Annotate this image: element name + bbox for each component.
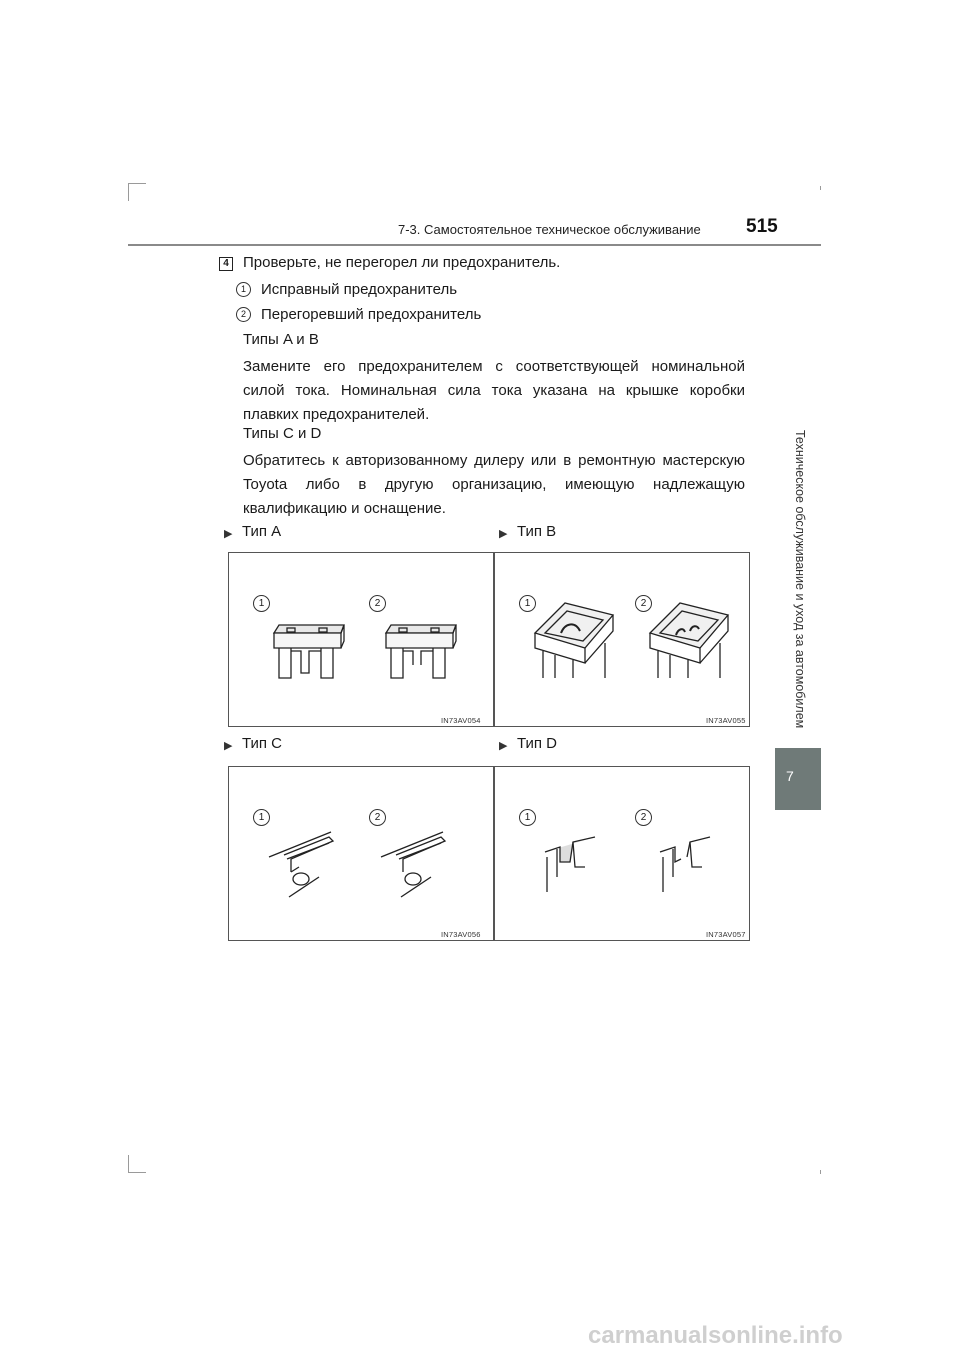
bullet-icon: ▶ (224, 528, 233, 540)
figure-marker-1: 1 (519, 809, 536, 826)
item-marker-2: 2 (236, 307, 251, 322)
item-marker-1: 1 (236, 282, 251, 297)
note-text-cd: Обратитесь к авторизованному дилеру или в ремонтную мастерскую Toyota либо в другую организацию, имеющую надлежащую квалификацию и оснащение. (243, 452, 745, 517)
bullet-icon: ▶ (499, 740, 508, 752)
step-number-box: 4 (219, 257, 233, 271)
figure-type-d (494, 766, 750, 941)
figure-marker-1: 1 (519, 595, 536, 612)
figure-marker-2: 2 (635, 595, 652, 612)
step-title: Проверьте, не перегорел ли предохранитель. (243, 254, 561, 271)
figure-marker-1: 1 (253, 809, 270, 826)
figure-caption-b: Тип B (517, 523, 557, 540)
fuse-a-illustration (229, 553, 495, 728)
figure-type-c (228, 766, 494, 941)
crop-mark-bottom-left-h (128, 1172, 146, 1173)
crop-mark-bottom-right (820, 1170, 821, 1174)
figure-caption-c: Тип C (242, 735, 283, 752)
figure-type-a (228, 552, 494, 727)
figure-code: IN73AV057 (706, 930, 746, 939)
figure-caption-d: Тип D (517, 735, 558, 752)
crop-mark-top-right (820, 186, 821, 190)
chapter-tab (775, 748, 821, 810)
figure-marker-2: 2 (635, 809, 652, 826)
chapter-side-title: Техническое обслуживание и уход за автомобилем (793, 430, 807, 729)
note-heading-ab: Типы A и B (243, 331, 319, 348)
figure-caption-a: Тип A (242, 523, 282, 540)
figure-marker-1: 1 (253, 595, 270, 612)
page-number: 515 (746, 216, 778, 237)
figure-type-b (494, 552, 750, 727)
watermark: carmanualsonline.info (588, 1322, 843, 1349)
crop-mark-top-left-h (128, 183, 146, 184)
bullet-icon: ▶ (499, 528, 508, 540)
fuse-b-illustration (495, 553, 751, 728)
section-title: 7-3. Самостоятельное техническое обслуживание (398, 222, 701, 237)
figure-marker-2: 2 (369, 809, 386, 826)
fuse-c-illustration (229, 767, 495, 942)
figure-code: IN73AV055 (706, 716, 746, 725)
item-label-1: Исправный предохранитель (261, 281, 458, 298)
chapter-number: 7 (786, 768, 794, 784)
crop-mark-bottom-left-v (128, 1155, 129, 1173)
figure-marker-2: 2 (369, 595, 386, 612)
note-text-ab: Замените его предохранителем с соответствующей номинальной силой тока. Номинальная сила тока указана на крышке коробки плавких предохранителей. (243, 358, 745, 423)
header-rule (128, 244, 821, 246)
bullet-icon: ▶ (224, 740, 233, 752)
note-heading-cd: Типы C и D (243, 425, 322, 442)
crop-mark-top-left-v (128, 183, 129, 201)
figure-code: IN73AV054 (441, 716, 481, 725)
item-label-2: Перегоревший предохранитель (261, 306, 482, 323)
fuse-d-illustration (495, 767, 751, 942)
figure-code: IN73AV056 (441, 930, 481, 939)
